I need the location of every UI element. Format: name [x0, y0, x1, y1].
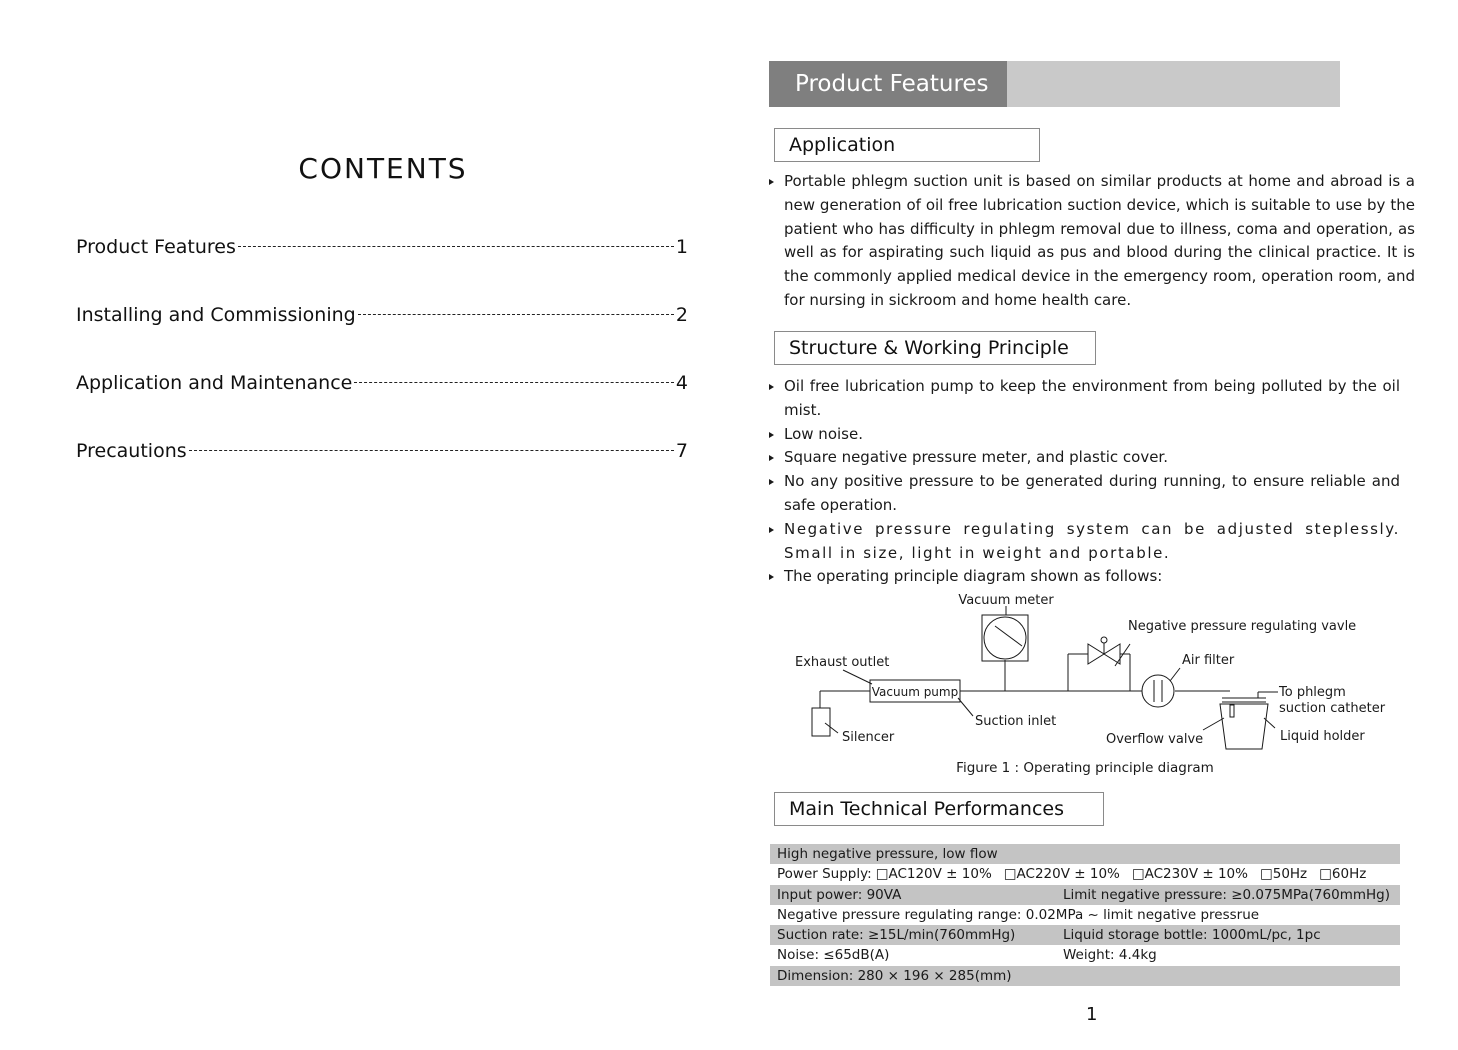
list-item: No any positive pressure to be generated during running, to ensure reliable and safe operation. — [769, 470, 1400, 518]
label-to-phlegm: To phlegm — [1279, 685, 1346, 700]
power-option-ac230: □AC230V ± 10% — [1131, 866, 1248, 883]
toc-leader-dashes — [354, 382, 674, 383]
table-row — [770, 925, 1400, 945]
toc-entry-page: 1 — [675, 236, 688, 258]
toc-leader-dashes — [189, 450, 674, 451]
toc-entry-page: 2 — [675, 304, 688, 326]
list-item: Negative pressure regulating system can be adjusted steplessly. Small in size, light in weight and portable. — [769, 518, 1400, 566]
table-row — [770, 864, 1400, 884]
label-regulating-valve: Negative pressure regulating vavle — [1128, 619, 1357, 634]
list-item: Square negative pressure meter, and plastic cover. — [769, 446, 1400, 470]
label-overflow-valve: Overflow valve — [1106, 732, 1204, 747]
contents-title: CONTENTS — [298, 152, 468, 185]
structure-bullet-list — [769, 375, 1400, 589]
table-row — [770, 966, 1400, 986]
spec-dimension: Dimension: 280 × 196 × 285(mm) — [777, 967, 1012, 984]
list-item: Oil free lubrication pump to keep the environment from being polluted by the oil mist. — [769, 375, 1400, 423]
toc-entry-application-maintenance[interactable] — [76, 372, 688, 440]
toc-entry-precautions[interactable] — [76, 440, 688, 508]
vacuum-meter-shape — [982, 615, 1028, 661]
page-number: 1 — [1086, 1004, 1098, 1025]
label-vacuum-meter: Vacuum meter — [958, 593, 1054, 608]
air-filter-shape — [1142, 675, 1174, 707]
structure-heading: Structure & Working Principle — [774, 331, 1096, 365]
toc-entry-label: Application and Maintenance — [76, 372, 353, 394]
operating-principle-diagram — [770, 588, 1400, 788]
spec-suction-rate: Suction rate: ≥15L/min(760mmHg) — [777, 927, 1016, 944]
spec-regulating-range: Negative pressure regulating range: 0.02MPa ~ limit negative pressrue — [777, 906, 1260, 923]
power-option-ac220: □AC220V ± 10% — [1003, 866, 1120, 883]
power-option-ac120: □AC120V ± 10% — [875, 866, 992, 883]
toc-entry-installing[interactable] — [76, 304, 688, 372]
label-suction-inlet: Suction inlet — [975, 714, 1057, 729]
list-item: Low noise. — [769, 423, 1400, 447]
toc-entry-page: 7 — [675, 440, 688, 462]
label-vacuum-pump: Vacuum pump — [871, 685, 959, 699]
performance-heading: Main Technical Performances — [774, 792, 1104, 826]
spec-power-label: Power Supply: — [777, 866, 872, 883]
toc-leader-dashes — [358, 314, 674, 315]
silencer-shape — [812, 708, 830, 736]
spec-limit-pressure: Limit negative pressure: ≥0.075MPa(760mmHg) — [1063, 886, 1390, 903]
table-row — [770, 945, 1400, 965]
power-option-60hz: □60Hz — [1319, 866, 1367, 883]
toc-entry-label: Product Features — [76, 236, 236, 258]
label-suction-catheter: suction catheter — [1279, 701, 1386, 716]
spec-flow-type: High negative pressure, low flow — [777, 846, 998, 862]
table-row — [770, 905, 1400, 925]
application-paragraph: Portable phlegm suction unit is based on similar products at home and abroad is a new generation of oil free lubrication suction device, which is suitable to use by the patient who has difficulty in phlegm removal due to illness, coma and operation, as well as for aspirating such liquid as pus and blood during the clinical practice. It is the commonly applied medical device in the emergency room, operation room, and for nursing in sickroom and home health care. — [769, 170, 1415, 313]
spec-storage-bottle: Liquid storage bottle: 1000mL/pc, 1pc — [1063, 927, 1321, 944]
spec-table — [770, 844, 1400, 986]
spec-input-power: Input power: 90VA — [777, 886, 902, 903]
toc-leader-dashes — [238, 246, 674, 247]
table-of-contents — [76, 236, 688, 508]
list-item: The operating principle diagram shown as follows: — [769, 565, 1400, 589]
table-row — [770, 844, 1400, 864]
figure-caption: Figure 1 : Operating principle diagram — [956, 760, 1214, 776]
label-air-filter: Air filter — [1182, 653, 1235, 668]
section-banner-title: Product Features — [769, 61, 1007, 107]
spec-weight: Weight: 4.4kg — [1063, 947, 1157, 964]
liquid-holder-shape — [1220, 704, 1268, 749]
label-exhaust-outlet: Exhaust outlet — [795, 655, 890, 670]
valve-left-triangle — [1088, 644, 1104, 664]
power-option-50hz: □50Hz — [1259, 866, 1308, 883]
valve-right-triangle — [1104, 644, 1120, 664]
toc-entry-label: Precautions — [76, 440, 187, 462]
vacuum-meter-gauge — [984, 617, 1026, 659]
table-row — [770, 885, 1400, 905]
application-heading: Application — [774, 128, 1040, 162]
toc-entry-label: Installing and Commissioning — [76, 304, 356, 326]
spec-noise: Noise: ≤65dB(A) — [777, 947, 890, 964]
label-liquid-holder: Liquid holder — [1280, 729, 1365, 744]
toc-entry-page: 4 — [675, 372, 688, 394]
label-silencer: Silencer — [842, 730, 895, 745]
toc-entry-product-features[interactable] — [76, 236, 688, 304]
